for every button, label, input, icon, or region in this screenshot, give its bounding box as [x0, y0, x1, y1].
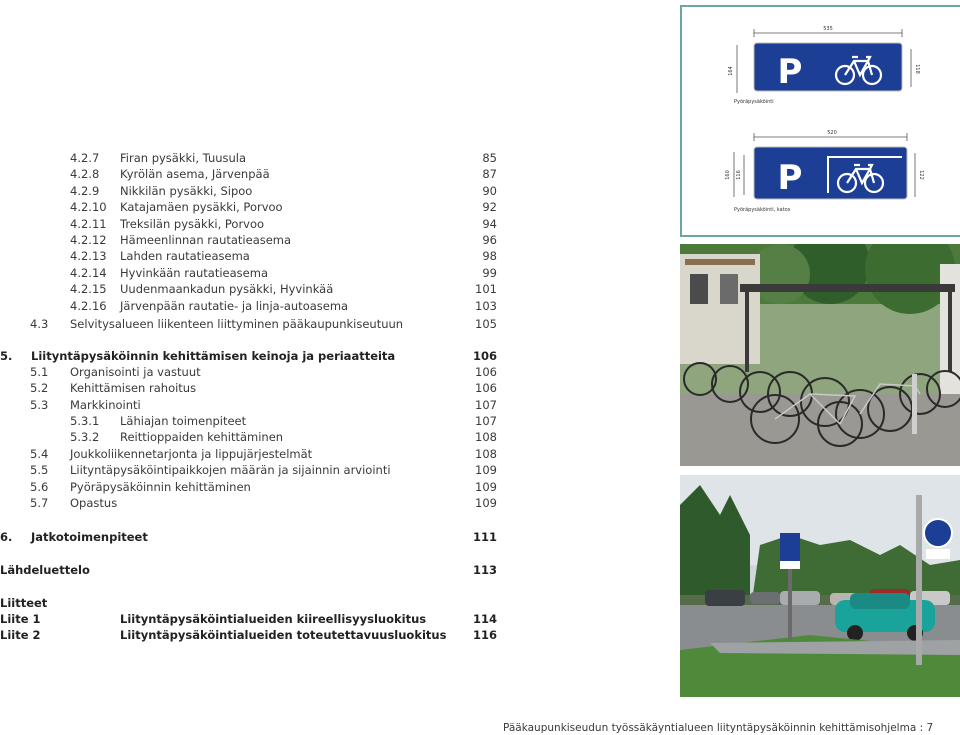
toc-entry	[70, 216, 497, 232]
sign1-caption: Pyöräpysäköinti	[734, 99, 774, 105]
toc-entry	[30, 495, 497, 511]
entry-page-number: 96	[482, 233, 497, 247]
toc-chapter	[0, 529, 497, 545]
sign2-dim-right: 122	[918, 170, 924, 180]
entry-page-number: 108	[475, 447, 497, 461]
entry-page-number: 90	[482, 183, 497, 198]
sign2-caption: Pyöräpysäköinti, katos	[734, 207, 791, 213]
toc-entry	[70, 183, 497, 199]
entry-title: Lähiajan toimenpiteet	[120, 414, 247, 428]
sign2-letter: P	[777, 158, 803, 198]
entry-page-number: 103	[475, 298, 497, 313]
page-footer: Pääkaupunkiseudun työssäkäyntialueen liityntäpysäköinnin kehittämisohjelma : 7	[503, 722, 934, 734]
entry-title: Nikkilän pysäkki, Sipoo	[120, 183, 253, 198]
sign-drawings-svg	[682, 7, 960, 235]
bicycle-parking-sign-drawings	[680, 5, 960, 237]
entry-number: Liite 1	[0, 612, 41, 626]
entry-page-number: 114	[472, 612, 497, 626]
entry-number: 5.2	[30, 381, 49, 396]
toc-entry	[70, 150, 497, 166]
entry-title: Liityntäpysäköintialueiden toteutettavuusluokitus	[120, 628, 447, 643]
entry-number: 5.5	[30, 463, 49, 478]
entry-title: Treksilän pysäkki, Porvoo	[120, 216, 265, 231]
entry-number: 4.2.7	[70, 151, 100, 165]
entry-title: Reittioppaiden kehittäminen	[120, 430, 284, 445]
entry-title: Opastus	[70, 496, 118, 511]
entry-title: Pyöräpysäköinnin kehittäminen	[70, 479, 251, 494]
sign-1	[728, 26, 920, 105]
entry-page-number: 99	[482, 265, 497, 280]
toc-chapter	[0, 348, 497, 364]
sign1-letter: P	[777, 52, 803, 92]
entry-title: Liityntäpysäköintipaikkojen määrän ja sijainnin arviointi	[70, 463, 391, 478]
entry-number: 5.4	[30, 447, 49, 461]
sign1-dim-right: 118	[914, 64, 920, 74]
entry-number: 4.2.12	[70, 233, 107, 247]
sign-2	[725, 130, 924, 213]
entry-number: 5.	[0, 349, 13, 363]
bicycle-shelter-photo	[680, 244, 960, 466]
entry-page-number: 109	[475, 463, 497, 478]
entry-number: 5.7	[30, 496, 49, 511]
toc-entry	[70, 429, 497, 445]
park-and-ride-photo	[680, 475, 960, 697]
entry-number: 4.2.8	[70, 167, 100, 182]
entry-title: Firan pysäkki, Tuusula	[120, 151, 247, 165]
entry-number: 4.2.13	[70, 249, 107, 264]
entry-number: 4.2.15	[70, 282, 107, 297]
entry-page-number: 101	[475, 282, 497, 297]
toc-entry	[30, 316, 497, 332]
entry-number: 4.2.11	[70, 216, 107, 231]
entry-title: Kehittämisen rahoitus	[70, 381, 197, 396]
entry-page-number: 109	[475, 496, 497, 511]
entry-number: 5.3	[30, 397, 49, 412]
entry-number: 4.2.10	[70, 200, 107, 215]
entry-title: Jatkotoimenpiteet	[31, 530, 148, 544]
entry-page-number: 105	[475, 317, 497, 331]
entry-title: Hämeenlinnan rautatieasema	[120, 233, 292, 247]
entry-title: Uudenmaankadun pysäkki, Hyvinkää	[120, 282, 334, 297]
entry-number: 4.2.9	[70, 183, 100, 198]
entry-page-number: 92	[482, 200, 497, 215]
entry-title: Liityntäpysäköinnin kehittämisen keinoja ja periaatteita	[31, 349, 396, 363]
toc-entry	[70, 199, 497, 215]
entry-page-number: 94	[482, 216, 497, 231]
entry-page-number: 85	[482, 151, 497, 165]
entry-title: Joukkoliikennetarjonta ja lippujärjestelmät	[70, 447, 313, 461]
toc-entry	[70, 232, 497, 248]
toc-entry	[70, 281, 497, 297]
toc-entry	[30, 364, 497, 380]
sign2-dim-left2: 116	[736, 170, 742, 180]
entry-number: 5.1	[30, 365, 49, 379]
entry-title: Kyrölän asema, Järvenpää	[120, 167, 270, 182]
toc-entry	[70, 265, 497, 281]
entry-number: 5.3.1	[70, 414, 100, 428]
toc-entry	[30, 397, 497, 413]
toc-entry	[30, 380, 497, 396]
entry-title: Lahden rautatieasema	[120, 249, 250, 264]
entry-number: 4.3	[30, 317, 49, 331]
entry-title: Järvenpään rautatie- ja linja-autoasema	[120, 298, 349, 313]
sign2-dim-top: 520	[827, 130, 837, 136]
entry-title: Katajamäen pysäkki, Porvoo	[120, 200, 283, 215]
toc-entry	[70, 413, 497, 429]
entry-page-number: 107	[475, 414, 497, 428]
entry-page-number: 106	[475, 381, 497, 396]
appendices-heading: Liitteet	[0, 596, 48, 610]
sign1-dim-top: 535	[823, 26, 833, 32]
toc-chapter	[0, 562, 497, 578]
entry-number: 4.2.16	[70, 298, 107, 313]
entry-page-number: 106	[475, 365, 497, 379]
toc-appendix	[0, 627, 497, 643]
entry-page-number: 108	[475, 430, 497, 445]
entry-title: Selvitysalueen liikenteen liittyminen pääkaupunkiseutuun	[70, 317, 404, 331]
entry-number: 6.	[0, 530, 13, 544]
toc-entry	[30, 479, 497, 495]
toc-appendix	[0, 611, 497, 627]
sign1-plate	[754, 43, 902, 91]
entry-number: 5.6	[30, 479, 49, 494]
entry-page-number: 109	[475, 479, 497, 494]
toc-entry	[70, 248, 497, 264]
toc-entry	[70, 166, 497, 182]
entry-number: 4.2.14	[70, 265, 107, 280]
entry-page-number: 107	[475, 397, 497, 412]
entry-page-number: 98	[482, 249, 497, 264]
entry-number: 5.3.2	[70, 430, 100, 445]
toc-entry	[30, 446, 497, 462]
entry-page-number: 113	[472, 563, 497, 577]
entry-page-number: 106	[472, 349, 497, 363]
entry-page-number: 87	[482, 167, 497, 182]
entry-page-number: 111	[472, 530, 497, 544]
sign1-dim-left: 164	[728, 66, 734, 76]
entry-page-number: 116	[472, 628, 497, 643]
entry-title: Liityntäpysäköintialueiden kiireellisyysluokitus	[120, 612, 427, 626]
entry-title: Lähdeluettelo	[0, 563, 90, 577]
entry-title: Organisointi ja vastuut	[70, 365, 201, 379]
sign2-dim-left: 160	[725, 170, 731, 180]
entry-title: Markkinointi	[70, 397, 141, 412]
toc-entry	[30, 462, 497, 478]
entry-title: Hyvinkään rautatieasema	[120, 265, 269, 280]
toc-entry	[70, 298, 497, 314]
entry-number: Liite 2	[0, 628, 41, 643]
